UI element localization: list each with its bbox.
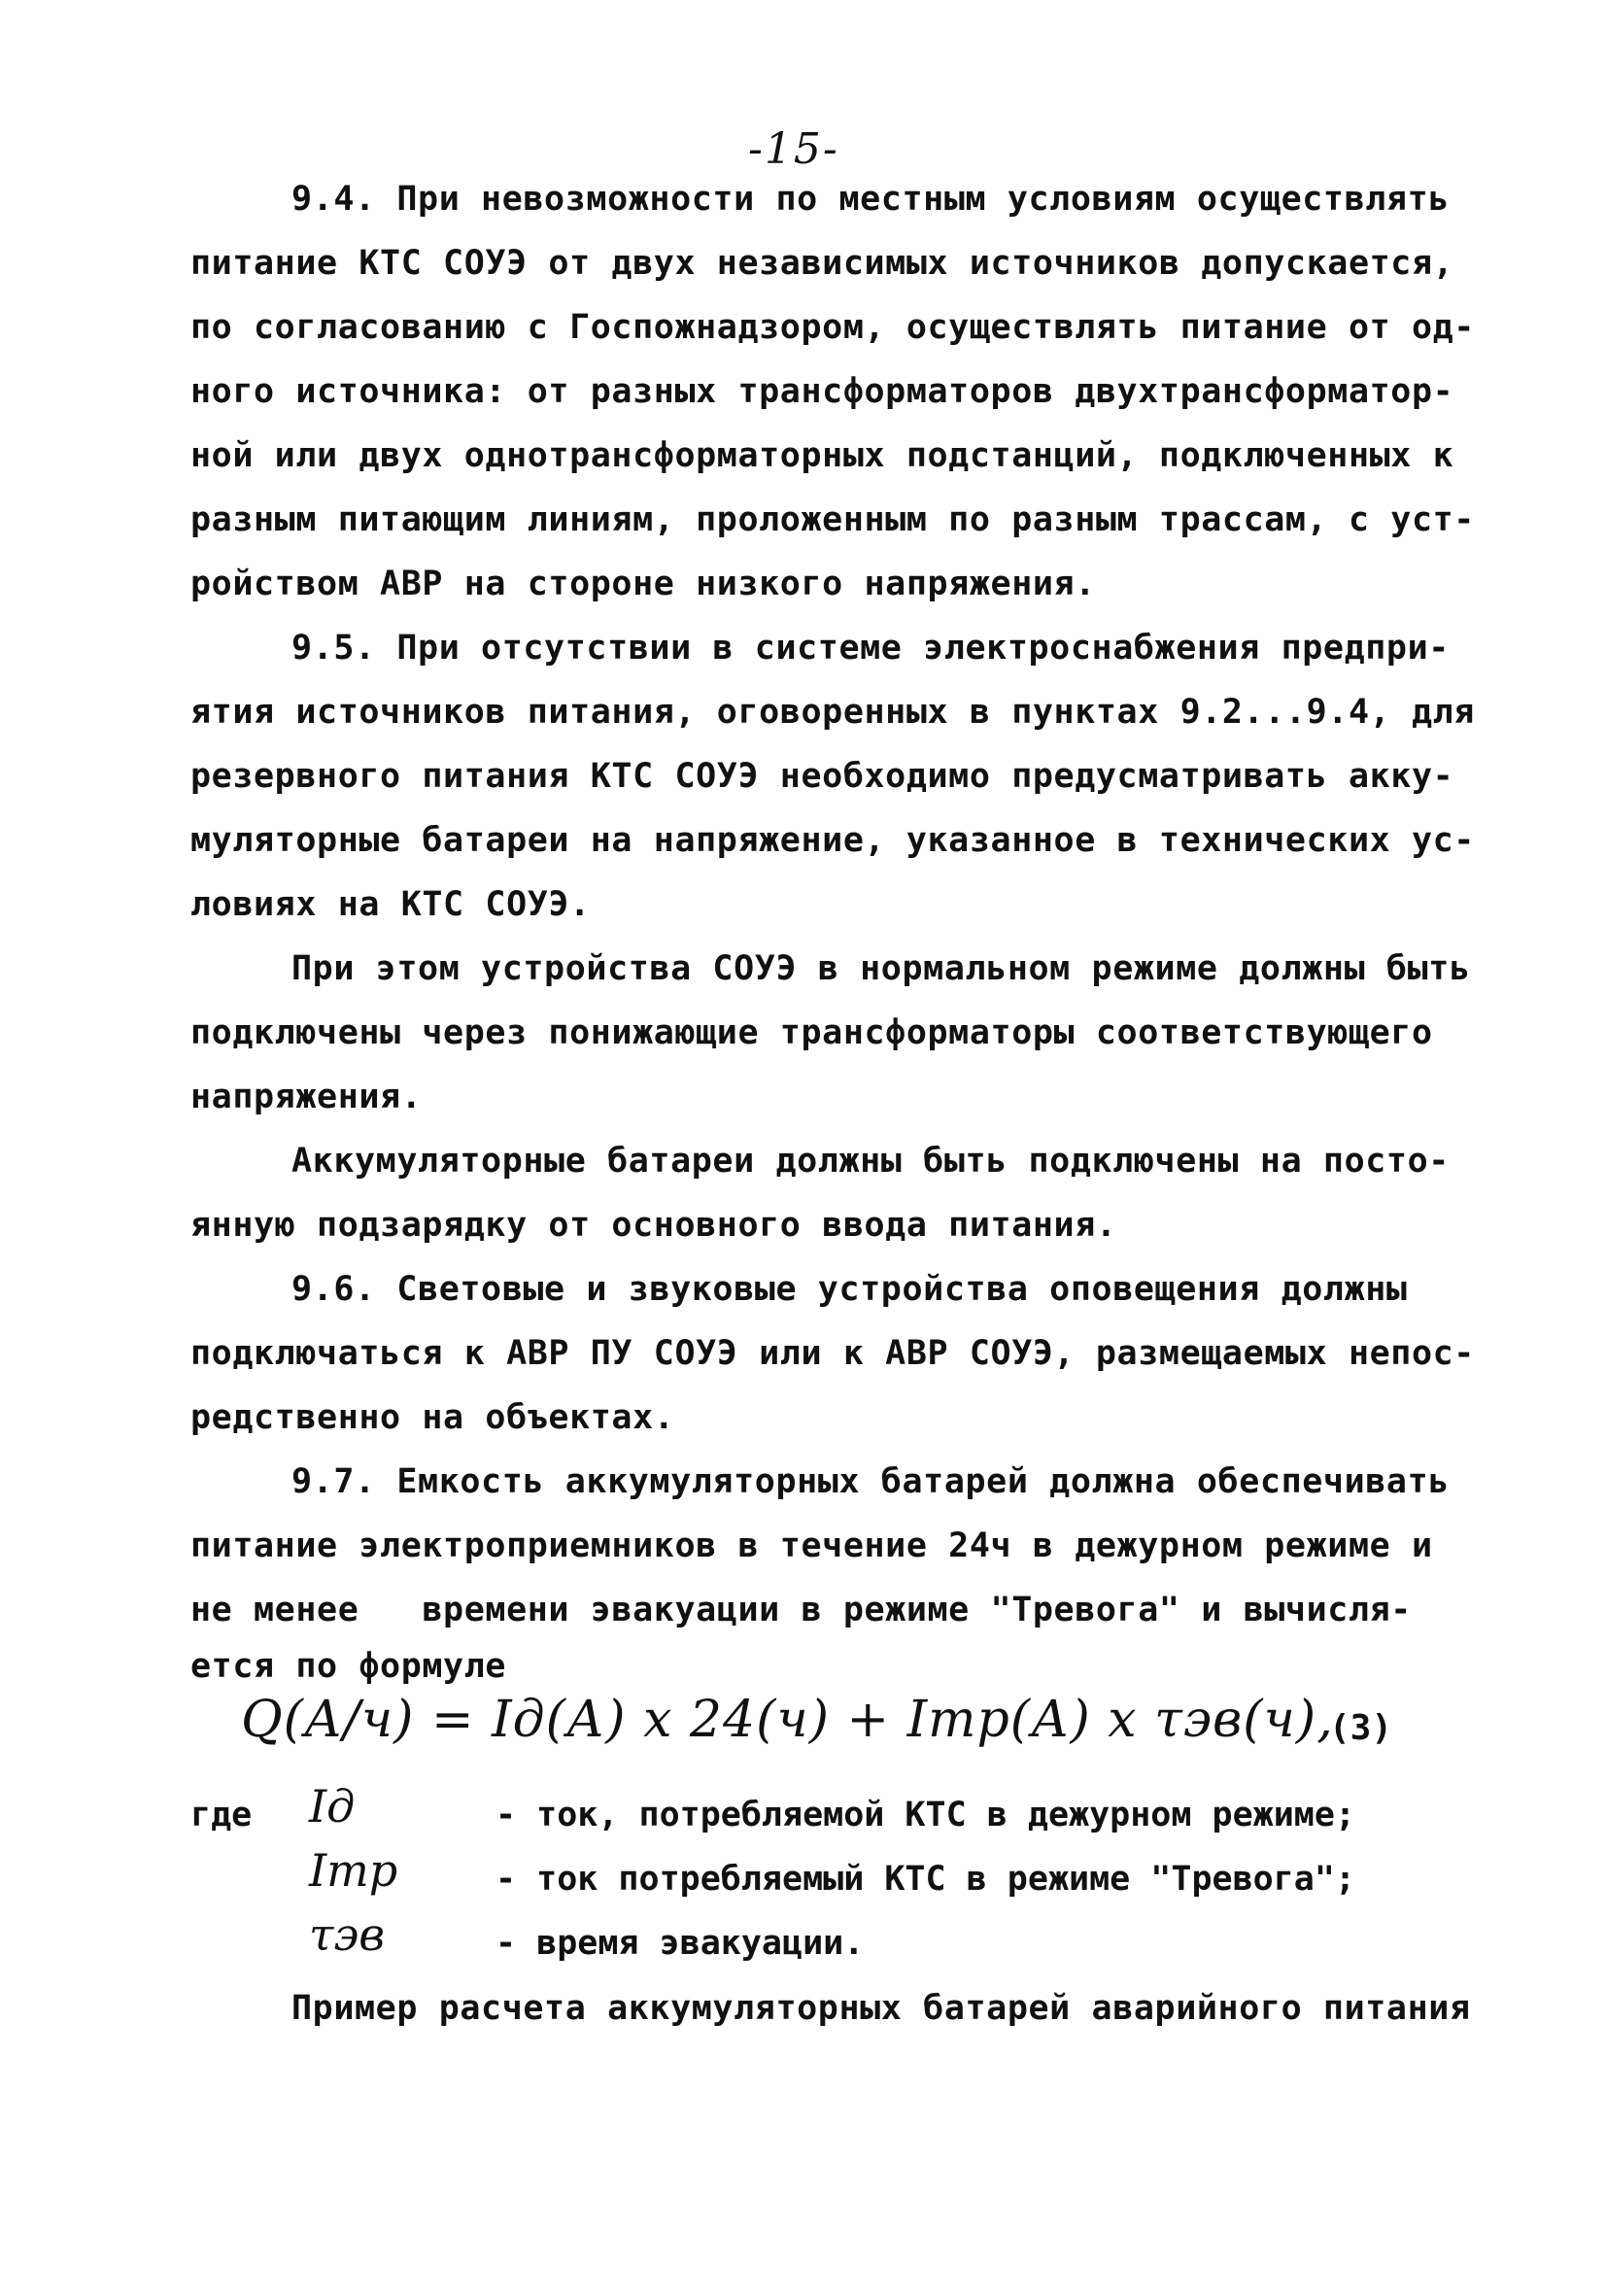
p94-line-2: питание КТС СОУЭ от двух независимых источников допускается,	[190, 244, 1454, 283]
symbol-i-d: Iд	[309, 1780, 356, 1833]
definition-i-tr: - ток потребляемый КТС в режиме "Тревога";	[495, 1860, 1356, 1899]
definition-tau-ev: - время эвакуации.	[495, 1924, 865, 1963]
p94-line-3: по согласованию с Госпожнадзором, осуществлять питание от од-	[190, 308, 1475, 347]
p-akkum-line-1: Аккумуляторные батареи должны быть подключены на посто-	[291, 1142, 1450, 1181]
formula-number: (3)	[1329, 1708, 1393, 1748]
p97-line-1: 9.7. Емкость аккумуляторных батарей должна обеспечивать	[291, 1462, 1450, 1501]
p94-line-5: ной или двух однотрансформаторных подстанций, подключенных к	[190, 436, 1454, 475]
p97-line-2: питание электроприемников в течение 24ч в дежурном режиме и	[190, 1526, 1433, 1565]
page-number: -15-	[748, 124, 839, 174]
p-pri-etom-line-3: напряжения.	[190, 1078, 423, 1116]
p94-line-4: ного источника: от разных трансформаторов двухтрансформатор-	[190, 372, 1454, 411]
p95-line-5: ловиях на КТС СОУЭ.	[190, 885, 591, 924]
p95-line-2: ятия источников питания, оговоренных в пунктах 9.2...9.4, для	[190, 693, 1475, 732]
p96-line-3: редственно на объектах.	[190, 1398, 675, 1437]
p95-line-1: 9.5. При отсутствии в системе электроснабжения предпри-	[291, 629, 1450, 668]
symbol-i-tr: Iтр	[309, 1844, 398, 1897]
p94-line-1: 9.4. При невозможности по местным условиям осуществлять	[291, 180, 1450, 219]
p95-line-4: муляторные батареи на напряжение, указанное в технических ус-	[190, 821, 1475, 860]
p94-line-6: разным питающим линиям, проложенным по разным трассам, с уст-	[190, 500, 1475, 539]
formula-3: Q(А/ч) = Iд(А) x 24(ч) + Iтр(А) x τэв(ч),	[241, 1691, 1334, 1749]
where-label: где	[190, 1796, 253, 1834]
p96-line-1: 9.6. Световые и звуковые устройства оповещения должны	[291, 1270, 1408, 1309]
p96-line-2: подключаться к АВР ПУ СОУЭ или к АВР СОУЭ, размещаемых непос-	[190, 1334, 1475, 1373]
p95-line-3: резервного питания КТС СОУЭ необходимо предусматривать акку-	[190, 757, 1454, 796]
closing-line: Пример расчета аккумуляторных батарей аварийного питания	[291, 1989, 1471, 2028]
p97-line-3: не менее времени эвакуации в режиме "Тревога" и вычисля-	[190, 1591, 1412, 1629]
p-pri-etom-line-2: подключены через понижающие трансформаторы соответствующего	[190, 1013, 1433, 1052]
p97-line-4: ется по формуле	[190, 1647, 507, 1686]
p94-line-7: ройством АВР на стороне низкого напряжения.	[190, 565, 1096, 603]
symbol-tau-ev: τэв	[309, 1908, 385, 1961]
p-akkum-line-2: янную подзарядку от основного ввода питания.	[190, 1206, 1117, 1245]
definition-i-d: - ток, потребляемой КТС в дежурном режиме;	[495, 1796, 1356, 1834]
p-pri-etom-line-1: При этом устройства СОУЭ в нормальном режиме должны быть	[291, 949, 1471, 988]
